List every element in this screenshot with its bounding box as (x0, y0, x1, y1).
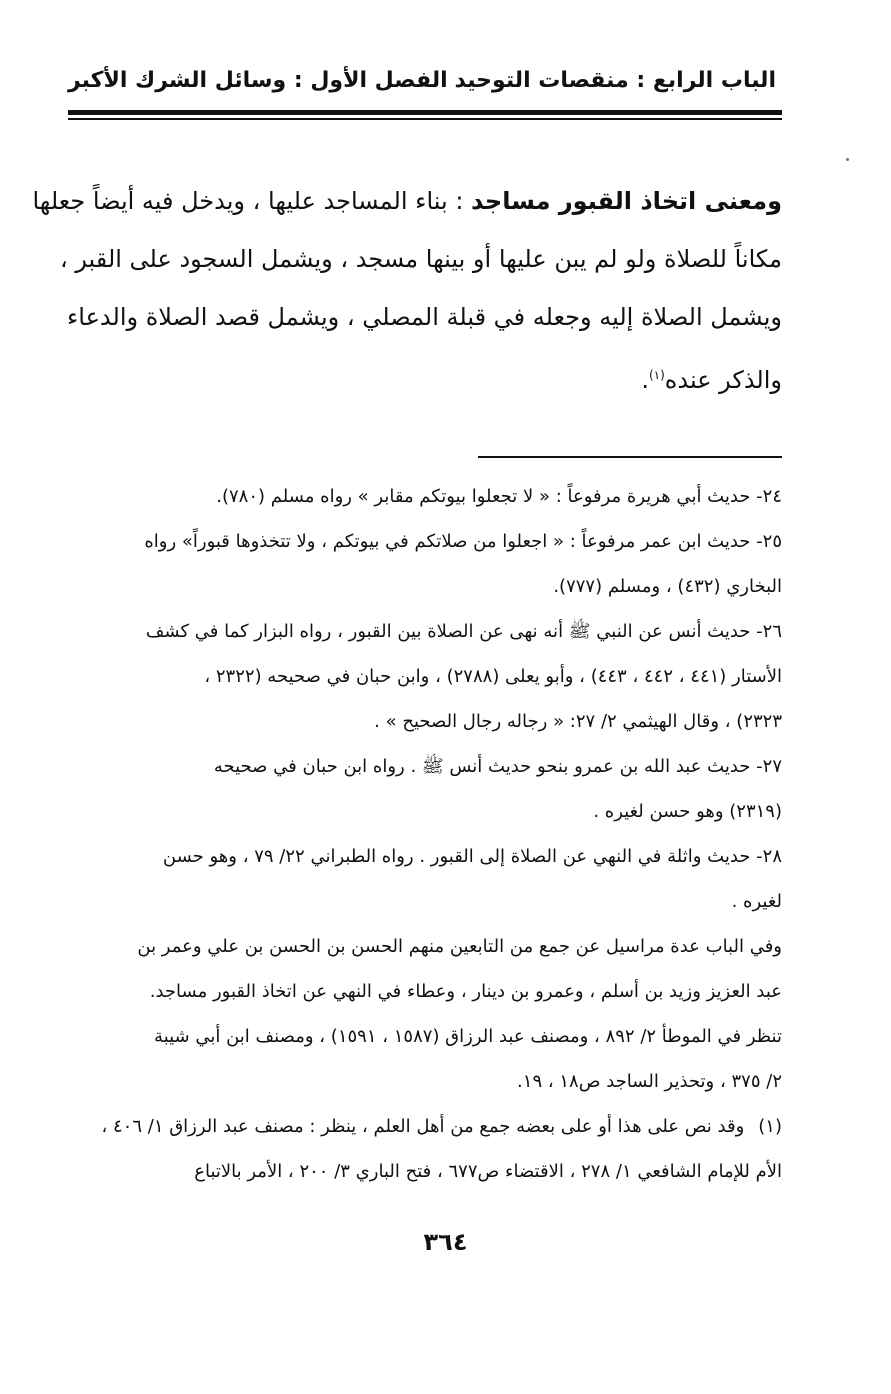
chapter-title: الباب الرابع : منقصات التوحيد (454, 68, 776, 93)
footnotes (68, 474, 782, 1194)
note-line: ٢/ ٣٧٥ ، وتحذير الساجد ص١٨ ، ١٩. (517, 1071, 782, 1092)
note-line: البخاري (٤٣٢) ، ومسلم (٧٧٧). (553, 576, 782, 597)
running-header (68, 64, 782, 104)
note-line: ٢٥- حديث ابن عمر مرفوعاً : « اجعلوا من صلاتكم في بيوتكم ، ولا تتخذوها قبوراً» رواه (144, 531, 782, 552)
body-line-lead: ومعنى اتخاذ القبور مساجد (471, 187, 782, 215)
body-line-end: . (641, 366, 649, 394)
note-line: تنظر في الموطأ ٢/ ٨٩٢ ، ومصنف عبد الرزاق (١٥٨٧ ، ١٥٩١) ، ومصنف ابن أبي شيبة (154, 1026, 782, 1047)
note-line: ٢٤- حديث أبي هريرة مرفوعاً : « لا تجعلوا بيوتكم مقابر » رواه مسلم (٧٨٠). (216, 486, 782, 507)
note-line: ٢٧- حديث عبد الله بن عمرو بنحو حديث أنس ﷺ . رواه ابن حبان في صحيحه (213, 756, 782, 777)
body-line (32, 172, 782, 230)
note-line: عبد العزيز وزيد بن أسلم ، وعمرو بن دينار ، وعطاء في النهي عن اتخاذ القبور مساجد. (149, 981, 782, 1002)
note-line: لغيره . (731, 891, 782, 912)
note-line: ٢٣٢٣) ، وقال الهيثمي ٢/ ٢٧: « رجاله رجال الصحيح » . (374, 711, 782, 732)
section-title: الفصل الأول : وسائل الشرك الأكبر (68, 68, 448, 93)
body-line-rest: : بناء المساجد عليها ، ويدخل فيه أيضاً جعلها (32, 187, 472, 215)
note-line: وفي الباب عدة مراسيل عن جمع من التابعين منهم الحسن بن الحسن بن علي وعمر بن (137, 936, 782, 957)
note-line: (٢٣١٩) وهو حسن لغيره . (593, 801, 782, 822)
footnote-1-line (68, 1104, 782, 1149)
note-line: ٢٦- حديث أنس عن النبي ﷺ أنه نهى عن الصلاة بين القبور ، رواه البزار كما في كشف (145, 621, 782, 642)
header-rule-thick (68, 110, 782, 115)
footnote-reference: (١) (648, 368, 665, 382)
main-text (32, 172, 782, 404)
body-line (68, 346, 782, 404)
body-line-text: والذكر عنده (664, 366, 782, 394)
body-line: ويشمل الصلاة إليه وجعله في قبلة المصلي ، ويشمل قصد الصلاة والدعاء (67, 303, 782, 331)
footnote-number: (١) (758, 1116, 782, 1137)
footnote-separator (478, 456, 782, 458)
note-line: ٢٨- حديث واثلة في النهي عن الصلاة إلى القبور . رواه الطبراني ٢٢/ ٧٩ ، وهو حسن (162, 846, 782, 867)
note-line: الأستار (٤٤١ ، ٤٤٢ ، ٤٤٣) ، وأبو يعلى (٢٧٨٨) ، وابن حبان في صحيحه (٢٣٢٢ ، (204, 666, 782, 687)
scan-speck (846, 158, 849, 161)
footnote-text: وقد نص على هذا أو على بعضه جمع من أهل العلم ، ينظر : مصنف عبد الرزاق ١/ ٤٠٦ ، (101, 1116, 745, 1137)
body-line: مكاناً للصلاة ولو لم يبن عليها أو بينها مسجد ، ويشمل السجود على القبر ، (59, 245, 782, 273)
header-rule-thin (68, 118, 782, 120)
note-line: الأم للإمام الشافعي ١/ ٢٧٨ ، الاقتضاء ص٦٧٧ ، فتح الباري ٣/ ٢٠٠ ، الأمر بالاتباع (194, 1161, 782, 1182)
page-number: ٣٦٤ (423, 1228, 468, 1256)
